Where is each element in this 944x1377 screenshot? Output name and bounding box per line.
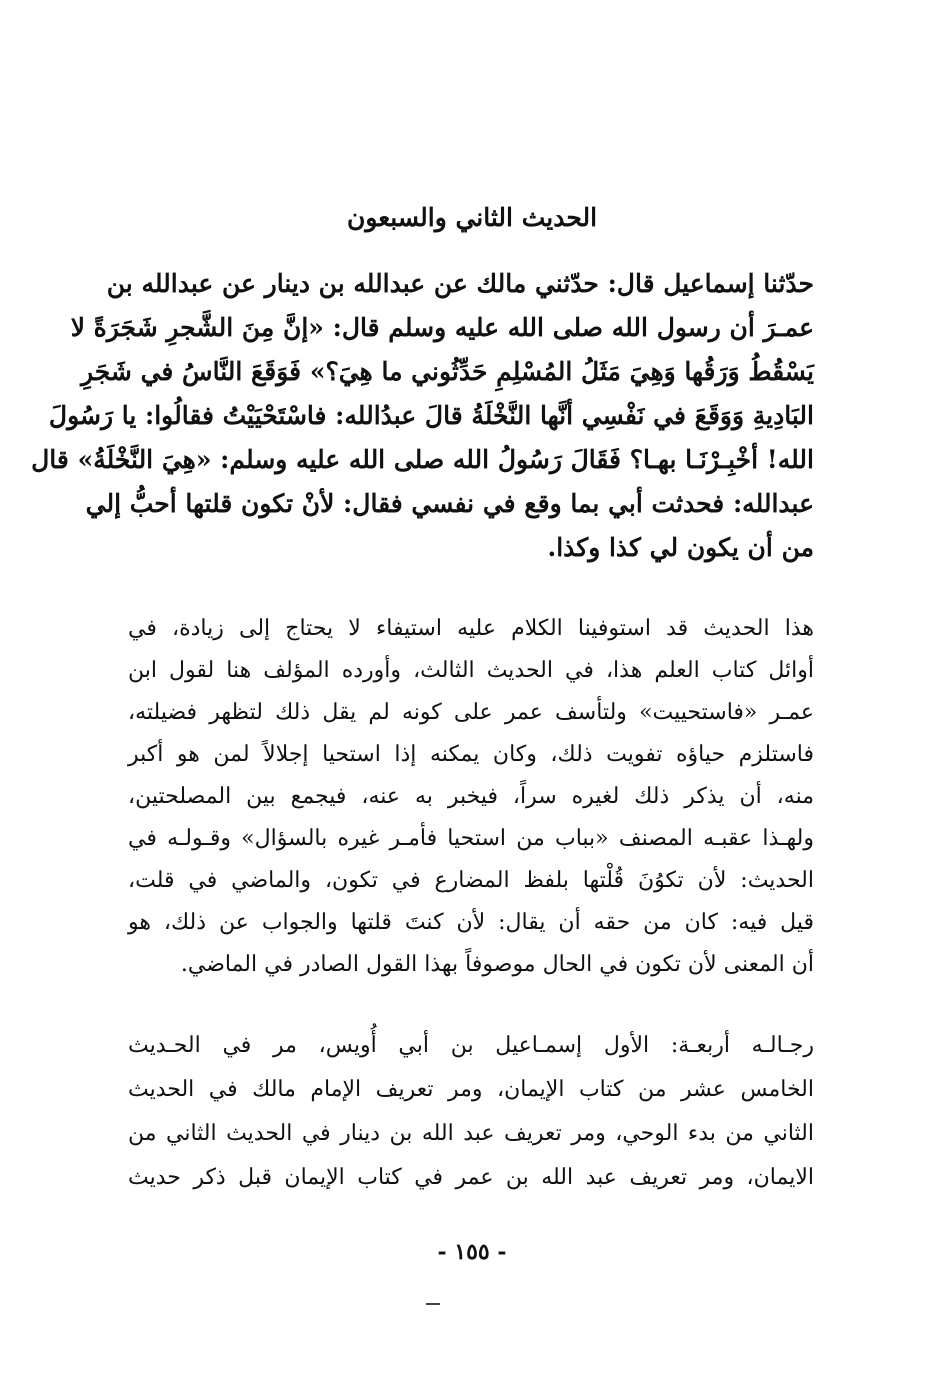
- commentary-line: أن المعنى لأن تكون في الحال موصوفاً بهذا القول الصادر في الماضي.: [180, 952, 814, 977]
- commentary-line: ولهـذا عقبـه المصنف «بباب من استحيا فأمـر غيره بالسؤال» وقـولـه في: [128, 826, 814, 851]
- narrators-paragraph: [128, 1024, 814, 1200]
- divider: [426, 1303, 440, 1305]
- hadith-line: عمـرَ أن رسول الله صلى الله عليه وسلم قال: «إنَّ مِنَ الشَّجرِ شَجَرَةً لا: [70, 313, 814, 342]
- commentary-line: فاستلزم حياؤه تفويت ذلك، وكان يمكنه إذا استحيا إجلالاً لمن هو أكبر: [128, 742, 814, 767]
- page-number: - ١٥٥ -: [437, 1239, 507, 1265]
- hadith-line: عبدالله: فحدثت أبي بما وقع في نفسي فقال: لأنْ تكون قلتها أحبُّ إلي: [85, 489, 814, 518]
- hadith-text: [31, 262, 814, 570]
- hadith-line: حدّثنا إسماعيل قال: حدّثني مالك عن عبدالله بن دينار عن عبدالله بن: [106, 269, 814, 298]
- narrators-line: الايمان، ومر تعريف عبد الله بن عمر في كتاب الإيمان قبل ذكر حديث: [128, 1165, 814, 1190]
- hadith-line: الله! أخْبِـرْنَـا بهـا؟ فَقَالَ رَسُولُ الله صلى الله عليه وسلم: «هِيَ النَّخْلَةُ» قال: [31, 445, 814, 474]
- narrators-line: الثاني من بدء الوحي، ومر تعريف عبد الله بن دينار في الحديث الثاني من: [128, 1121, 814, 1146]
- hadith-line: من أن يكون لي كذا وكذا.: [547, 533, 814, 562]
- commentary-line: قيل فيه: كان من حقه أن يقال: لأن كنتَ قلتها والجواب عن ذلك، هو: [128, 910, 814, 935]
- narrators-line: رجـالـه أربعـة: الأول إسمـاعيل بن أبي أُويس، مر في الحـديث: [128, 1033, 814, 1058]
- commentary-line: الحديث: لأن تكوُنَ قُلْتها بلفظ المضارع في تكون، والماضي في قلت،: [128, 868, 814, 893]
- commentary-line: هذا الحديث قد استوفينا الكلام عليه استيفاء لا يحتاج إلى زيادة، في: [128, 616, 814, 641]
- narrators-line: الخامس عشر من كتاب الإيمان، ومر تعريف الإمام مالك في الحديث: [128, 1077, 814, 1102]
- commentary-line: منه، أن يذكر ذلك لغيره سراً، فيخبر به عنه، فيجمع بين المصلحتين،: [128, 784, 815, 809]
- hadith-line: يَسْقُطُ وَرَقُها وَهِيَ مَثَلُ المُسْلِمِ حَدِّثُوني ما هِيَ؟» فَوَقَعَ النَّاسُ في شَجَرِ: [80, 357, 814, 386]
- chapter-heading: الحديث الثاني والسبعون: [346, 203, 598, 232]
- commentary-line: أوائل كتاب العلم هذا، في الحديث الثالث، وأورده المؤلف هنا لقول ابن: [128, 658, 814, 683]
- hadith-line: البَادِيةِ وَوَقَعَ في نَفْسِي أنَّها النَّخْلَةُ قالَ عبدُالله: فاسْتَحْيَيْتُ فقالُوا: يا رَسُولَ: [48, 401, 814, 430]
- commentary-line: عمـر «فاستحييت» ولتأسف عمر على كونه لم يقل ذلك لتظهر فضيلته،: [128, 700, 814, 725]
- commentary-paragraph: [128, 608, 814, 986]
